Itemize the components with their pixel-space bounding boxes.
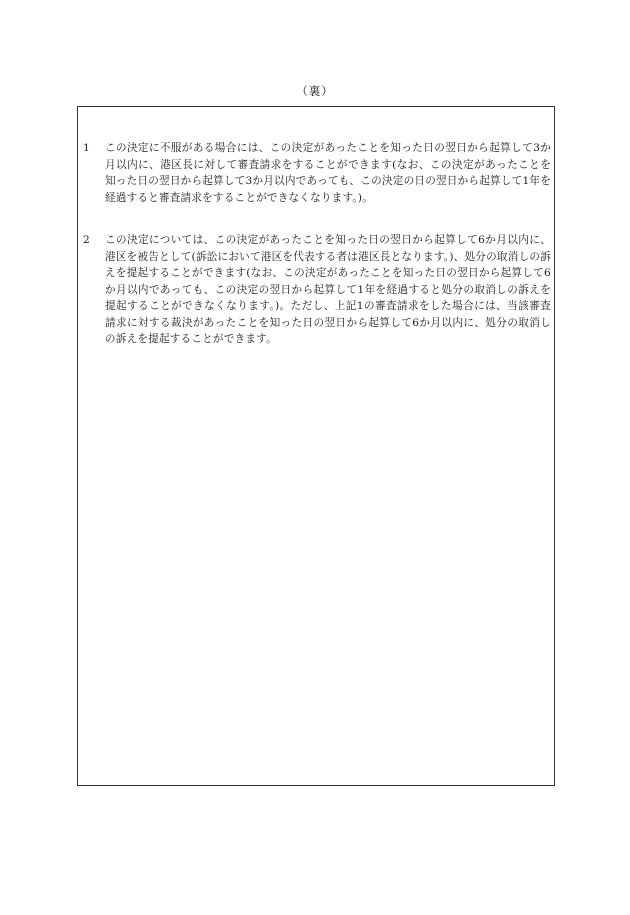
notice-frame	[77, 106, 555, 786]
page-heading: （裏）	[296, 84, 334, 98]
notice-text: この決定については、この決定があったことを知った日の翌日から起算して6か月以内に、港区を被告として(訴訟において港区を代表する者は港区長となります。)、処分の取消しの訴えを提起することができます(なお、この決定があったことを知った日の翌日から起算して6か月以内であっても、この決定の翌日から起算して1年を経過すると処分の取消しの訴えを提起することができなくなります。)。ただし、上記1の審査請求をした場合には、当該審査請求に対する裁決があったことを知った日の翌日から起算して6か月以内に、処分の取消しの訴えを提起することができます。	[105, 234, 551, 345]
notice-number: 2	[83, 234, 90, 246]
notice-text: この決定に不服がある場合には、この決定があったことを知った日の翌日から起算して3か月以内に、港区長に対して審査請求をすることができます(なお、この決定があったことを知った日の翌日から起算して3か月以内であっても、この決定の日の翌日から起算して1年を経過すると審査請求をすることができなくなります。)。	[105, 142, 551, 204]
notice-item-2	[83, 232, 551, 348]
notice-number: 1	[83, 142, 90, 154]
notice-item-1	[83, 140, 551, 206]
